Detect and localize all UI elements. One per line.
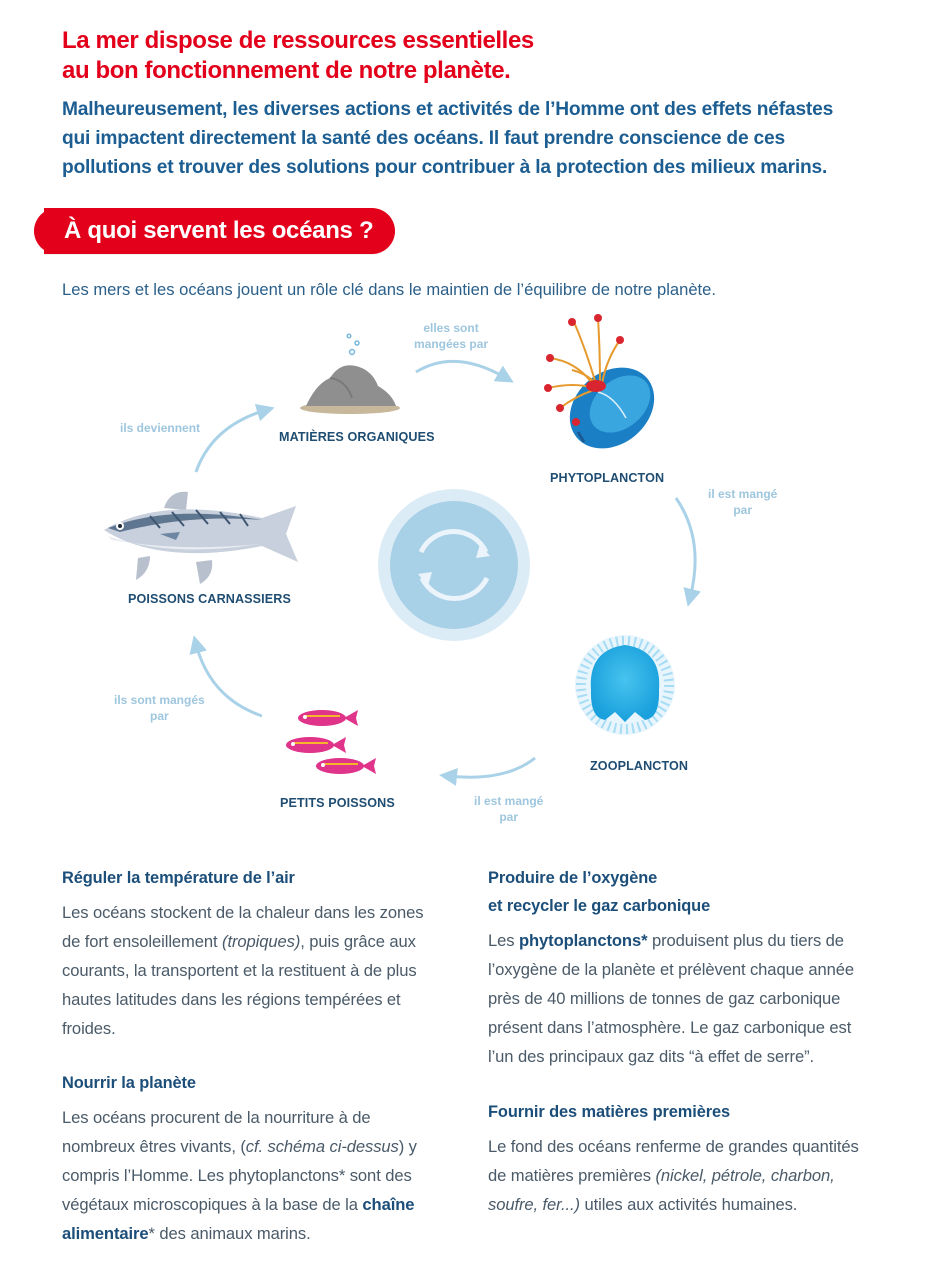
arrow-organic-to-phyto: [416, 361, 506, 378]
food-chain-diagram: [0, 300, 926, 840]
text-line: courants, la transportent et la restituent à de plus: [62, 961, 417, 980]
edge-label-line: elles sont: [423, 321, 479, 335]
text-span: * des animaux marins.: [148, 1224, 311, 1243]
text-line: présent dans l’atmosphère. Le gaz carbonique est: [488, 1018, 852, 1037]
node-label-carnivores: POISSONS CARNASSIERS: [128, 592, 291, 606]
text-line: [62, 1132, 462, 1161]
arrow-small-to-carn: [196, 644, 262, 716]
intro-line-2: qui impactent directement la santé des océans. Il faut prendre conscience de ces: [62, 128, 785, 149]
edge-label-small-carn: [114, 692, 205, 724]
intro-line-3: pollutions et trouver des solutions pour contribuer à la protection des milieux marins.: [62, 157, 828, 178]
text-span: Les: [488, 931, 519, 950]
intro-line-1: Malheureusement, les diverses actions et activités de l’Homme ont des effets néfastes: [62, 99, 834, 120]
text-span: végétaux microscopiques à la base de la: [62, 1195, 363, 1214]
text-span: ) y: [398, 1137, 417, 1156]
arrow-carn-to-organic: [196, 410, 266, 472]
section-title-pill: [44, 208, 395, 254]
headline-line-2: au bon fonctionnement de notre planète.: [62, 57, 511, 84]
section-title: À quoi servent les océans ?: [64, 217, 374, 244]
text-line: [62, 1190, 462, 1219]
edge-label-line: par: [150, 709, 169, 723]
text-span: de fort ensoleillement: [62, 932, 223, 951]
arrow-phyto-to-zoo: [676, 498, 695, 598]
edge-label-line: par: [499, 810, 519, 824]
text-line: l’un des principaux gaz dits “à effet de serre”.: [488, 1047, 815, 1066]
lede: Les mers et les océans jouent un rôle clé dans le maintien de l’équilibre de notre planète.: [62, 280, 717, 299]
text-line: près de 40 millions de tonnes de gaz carbonique: [488, 989, 841, 1008]
text-line: [62, 927, 462, 956]
title-line: et recycler le gaz carbonique: [488, 897, 711, 915]
edge-label-carn-organic: [120, 420, 200, 436]
text-line: [488, 926, 908, 955]
edge-label-line: ils sont mangés: [114, 693, 205, 707]
text-span: de matières premières: [488, 1166, 656, 1185]
section-materials: [488, 1098, 908, 1219]
zooplankton-icon: [575, 635, 675, 735]
title-line: Produire de l’oxygène: [488, 869, 658, 887]
section-oxygen-title: [488, 864, 908, 920]
node-label-zoo: ZOOPLANCTON: [590, 759, 689, 773]
edge-label-line: il est mangé: [474, 794, 544, 808]
glossary-term-alimentaire: alimentaire: [62, 1224, 149, 1243]
node-label-organic: MATIÈRES ORGANIQUES: [279, 430, 435, 444]
diagram-art: [0, 300, 926, 840]
text-span: utiles aux activités humaines.: [579, 1195, 798, 1214]
glossary-term-chaine: chaîne: [362, 1195, 415, 1214]
text-line: Les océans stockent de la chaleur dans les zones: [62, 903, 424, 922]
section-materials-title: Fournir des matières premières: [488, 1103, 731, 1121]
phytoplankton-icon: [544, 314, 670, 465]
section-temperature-text: [62, 898, 462, 1043]
edge-label-line: par: [733, 503, 753, 517]
edge-label-line: il est mangé: [708, 487, 778, 501]
glossary-term-phytoplanctons: phytoplanctons*: [518, 931, 648, 950]
headline: [62, 26, 882, 86]
edge-label-organic-phyto: [414, 320, 488, 352]
section-temperature: [62, 864, 462, 1043]
section-materials-text: [488, 1132, 908, 1219]
recycle-icon: [378, 489, 530, 641]
text-span: produisent plus du tiers de: [647, 931, 844, 950]
section-temperature-title: Réguler la température de l’air: [62, 869, 295, 887]
headline-line-1: La mer dispose de ressources essentielles: [62, 27, 534, 54]
node-label-small-fish: PETITS POISSONS: [280, 796, 395, 810]
small-fish-icon: [286, 710, 376, 774]
text-italic: cf. schéma ci-dessus: [245, 1137, 399, 1156]
text-span: nombreux êtres vivants, (: [62, 1137, 246, 1156]
text-line: l’oxygène de la planète et prélèvent chaque année: [488, 960, 854, 979]
edge-label-zoo-small: [474, 793, 543, 825]
section-feed: [62, 1069, 462, 1248]
arrow-zoo-to-small: [448, 758, 535, 777]
carnivorous-fish-icon: [104, 492, 298, 584]
node-label-phyto: PHYTOPLANCTON: [550, 471, 665, 485]
edge-label-line: mangées par: [414, 337, 489, 351]
text-line: Le fond des océans renferme de grandes quantités: [488, 1137, 859, 1156]
text-italic: (tropiques): [222, 932, 301, 951]
text-line: hautes latitudes dans les régions tempérées et: [62, 990, 401, 1009]
section-oxygen: [488, 864, 908, 1071]
text-line: [488, 1161, 908, 1190]
edge-label-phyto-zoo: [708, 486, 777, 518]
text-italic: (nickel, pétrole, charbon,: [655, 1166, 835, 1185]
intro-paragraph: [62, 95, 902, 182]
text-line: [62, 1219, 462, 1248]
edge-label-line: ils deviennent: [120, 421, 201, 435]
text-span: , puis grâce aux: [300, 932, 416, 951]
text-line: compris l’Homme. Les phytoplanctons* sont des: [62, 1166, 412, 1185]
section-feed-title: Nourrir la planète: [62, 1074, 196, 1092]
text-line: [488, 1190, 908, 1219]
text-line: Les océans procurent de la nourriture à de: [62, 1108, 371, 1127]
section-feed-text: [62, 1103, 462, 1248]
text-line: froides.: [62, 1019, 116, 1038]
text-italic: soufre, fer...): [488, 1195, 580, 1214]
section-oxygen-text: [488, 926, 908, 1071]
organic-matter-icon: [300, 334, 400, 414]
